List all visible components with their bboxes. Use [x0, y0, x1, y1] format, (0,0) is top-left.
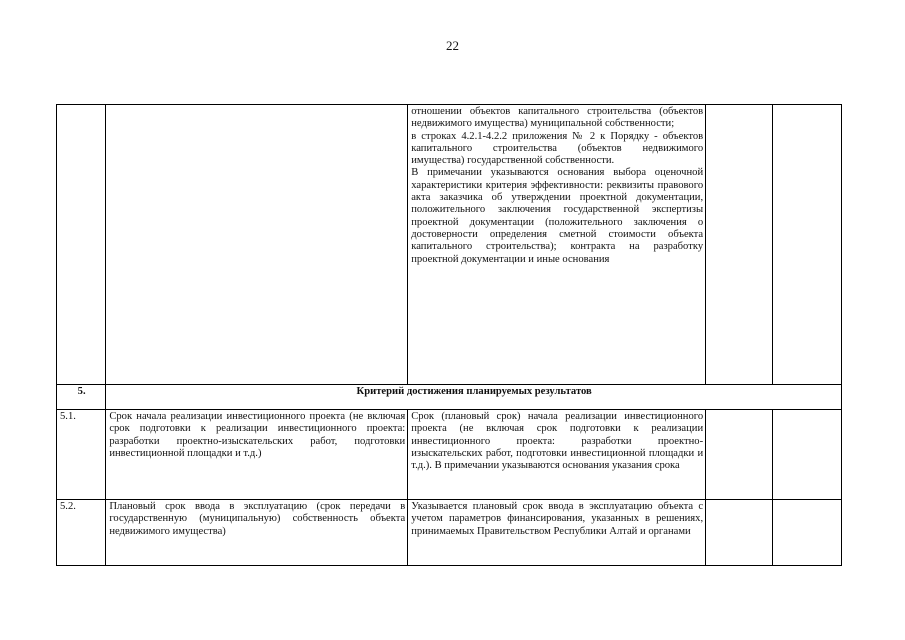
table-row-continued — [57, 105, 842, 385]
description-paragraph: в строках 4.2.1-4.2.2 приложения № 2 к Порядку - объектов капитального строительства (объектов недвижимого имущества) государственной собственности. — [411, 130, 704, 167]
section-header-row — [57, 385, 842, 410]
empty-cell — [706, 500, 772, 566]
section-title: Критерий достижения планируемых результатов — [106, 385, 842, 410]
criterion-name-cell: Плановый срок ввода в эксплуатацию (срок передачи в государственную (муниципальную) собственность объекта недвижимого имущества) — [106, 500, 408, 566]
empty-cell — [772, 500, 841, 566]
row-number-cell — [57, 105, 106, 385]
empty-cell — [772, 410, 841, 500]
table-row — [57, 500, 842, 566]
criterion-description-cell — [408, 105, 706, 385]
row-number-cell: 5.2. — [57, 500, 106, 566]
section-number: 5. — [57, 385, 106, 410]
criterion-description-cell: Указывается плановый срок ввода в эксплуатацию объекта с учетом параметров финансирования, указанных в решениях, принимаемых Правительством Республики Алтай и органами — [408, 500, 706, 566]
description-paragraph: отношении объектов капитального строительства (объектов недвижимого имущества) муниципальной собственности; — [411, 106, 704, 130]
row-number-cell: 5.1. — [57, 410, 106, 500]
criterion-name-cell — [106, 105, 408, 385]
page-number: 22 — [446, 38, 459, 53]
criterion-name-cell: Срок начала реализации инвестиционного проекта (не включая срок подготовки к реализации инвестиционного проекта: разработки проектно-изыскательских работ, подготовки инвестиционной площадки и т.д.) — [106, 410, 408, 500]
empty-cell — [772, 105, 841, 385]
table-row — [57, 410, 842, 500]
description-paragraph: В примечании указываются основания выбора оценочной характеристики критерия эффективности: реквизиты правового акта заказчика об утверждении проектной документации, положительного заключения государственной экспертизы проектной документации (положительного заключения о достоверности определения сметной стоимости объекта капитального строительства); контракта на разработку проектной документации и иные основания — [411, 167, 704, 265]
criteria-table — [56, 104, 842, 566]
criterion-description-cell: Срок (плановый срок) начала реализации инвестиционного проекта (не включая срок подготовки к реализации инвестиционного проекта: разработки проектно-изыскательских работ, подготовки инвестиционной площадки и т.д.). В примечании указываются основания указания срока — [408, 410, 706, 500]
empty-cell — [706, 410, 772, 500]
empty-cell — [706, 105, 772, 385]
